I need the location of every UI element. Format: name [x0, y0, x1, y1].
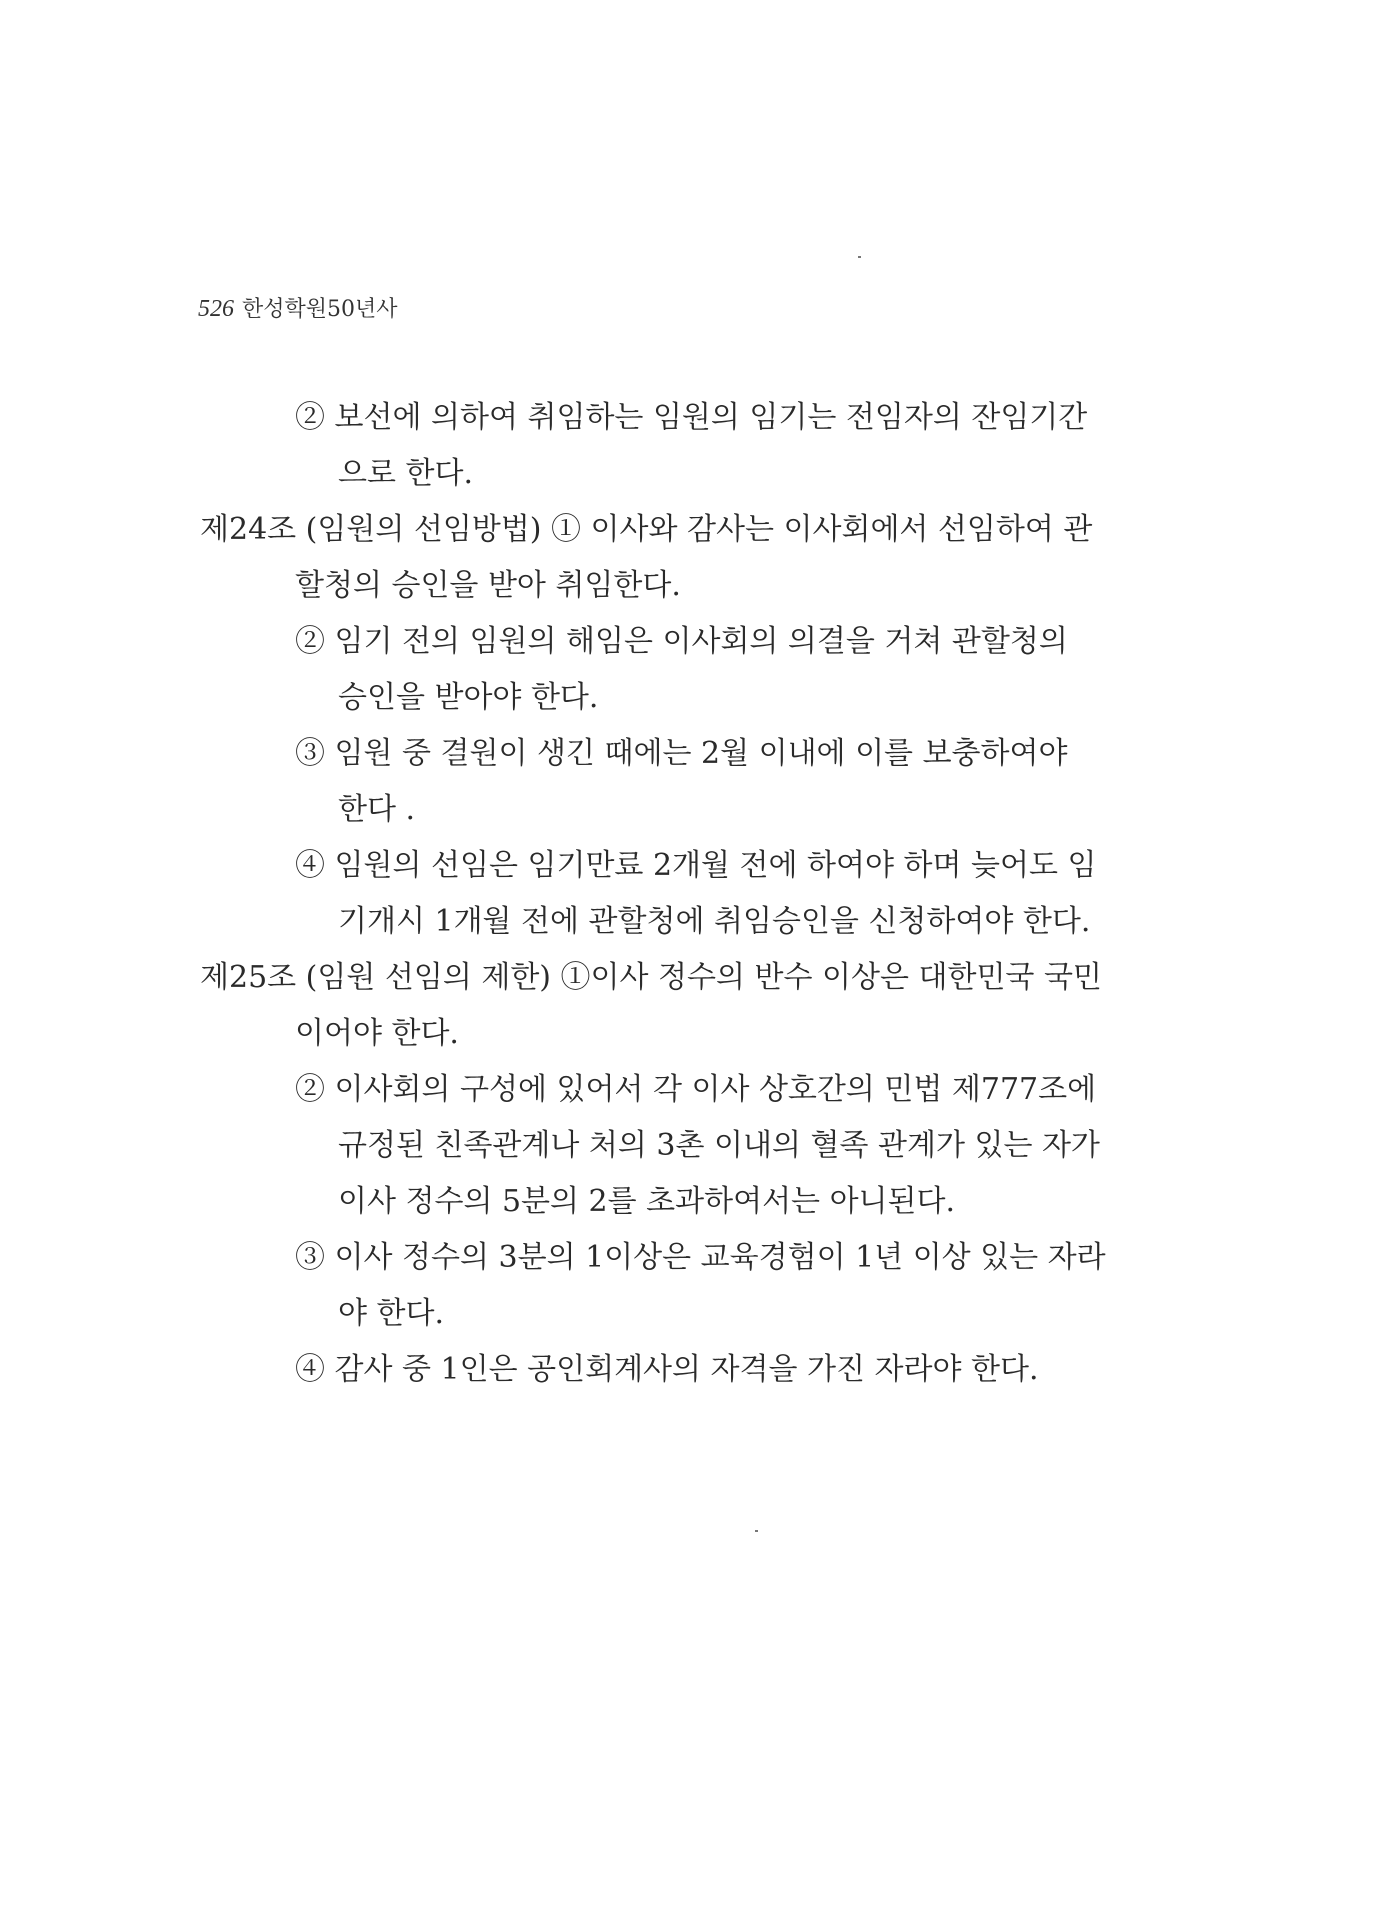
text-line: ③ 임원 중 결원이 생긴 때에는 2월 이내에 이를 보충하여야 — [295, 736, 1068, 771]
text-line: ② 임기 전의 임원의 해임은 이사회의 의결을 거쳐 관할청의 — [295, 624, 1068, 659]
text-line: ④ 감사 중 1인은 공인회계사의 자격을 가진 자라야 한다. — [295, 1352, 1039, 1387]
text-line: 규정된 친족관계나 처의 3촌 이내의 혈족 관계가 있는 자가 — [338, 1128, 1100, 1163]
book-title: 한성학원50년사 — [242, 297, 398, 322]
text-line: 으로 한다. — [338, 456, 473, 491]
text-line: 기개시 1개월 전에 관할청에 취임승인을 신청하여야 한다. — [338, 904, 1091, 939]
article-heading-line: 제24조 (임원의 선임방법) ① 이사와 감사는 이사회에서 선임하여 관 — [200, 512, 1093, 547]
scan-speck — [858, 256, 861, 258]
text-line: ④ 임원의 선임은 임기만료 2개월 전에 하여야 하며 늦어도 임 — [295, 848, 1097, 883]
text-line: 이어야 한다. — [295, 1016, 459, 1051]
article-text — [200, 390, 1120, 1398]
text-line: 승인을 받아야 한다. — [338, 680, 599, 715]
text-line: ③ 이사 정수의 3분의 1이상은 교육경험이 1년 이상 있는 자라 — [295, 1240, 1106, 1275]
article-heading-line: 제25조 (임원 선임의 제한) ①이사 정수의 반수 이상은 대한민국 국민 — [200, 960, 1102, 995]
page-number: 526 — [198, 296, 234, 322]
running-header — [198, 292, 398, 323]
scan-speck — [755, 1530, 758, 1532]
text-line: ② 보선에 의하여 취임하는 임원의 임기는 전임자의 잔임기간 — [295, 400, 1088, 435]
text-line: 한다 . — [338, 792, 416, 827]
text-line: 할청의 승인을 받아 취임한다. — [295, 568, 681, 603]
text-line: 야 한다. — [338, 1296, 445, 1331]
text-line: 이사 정수의 5분의 2를 초과하여서는 아니된다. — [338, 1184, 956, 1219]
text-line: ② 이사회의 구성에 있어서 각 이사 상호간의 민법 제777조에 — [295, 1072, 1097, 1107]
